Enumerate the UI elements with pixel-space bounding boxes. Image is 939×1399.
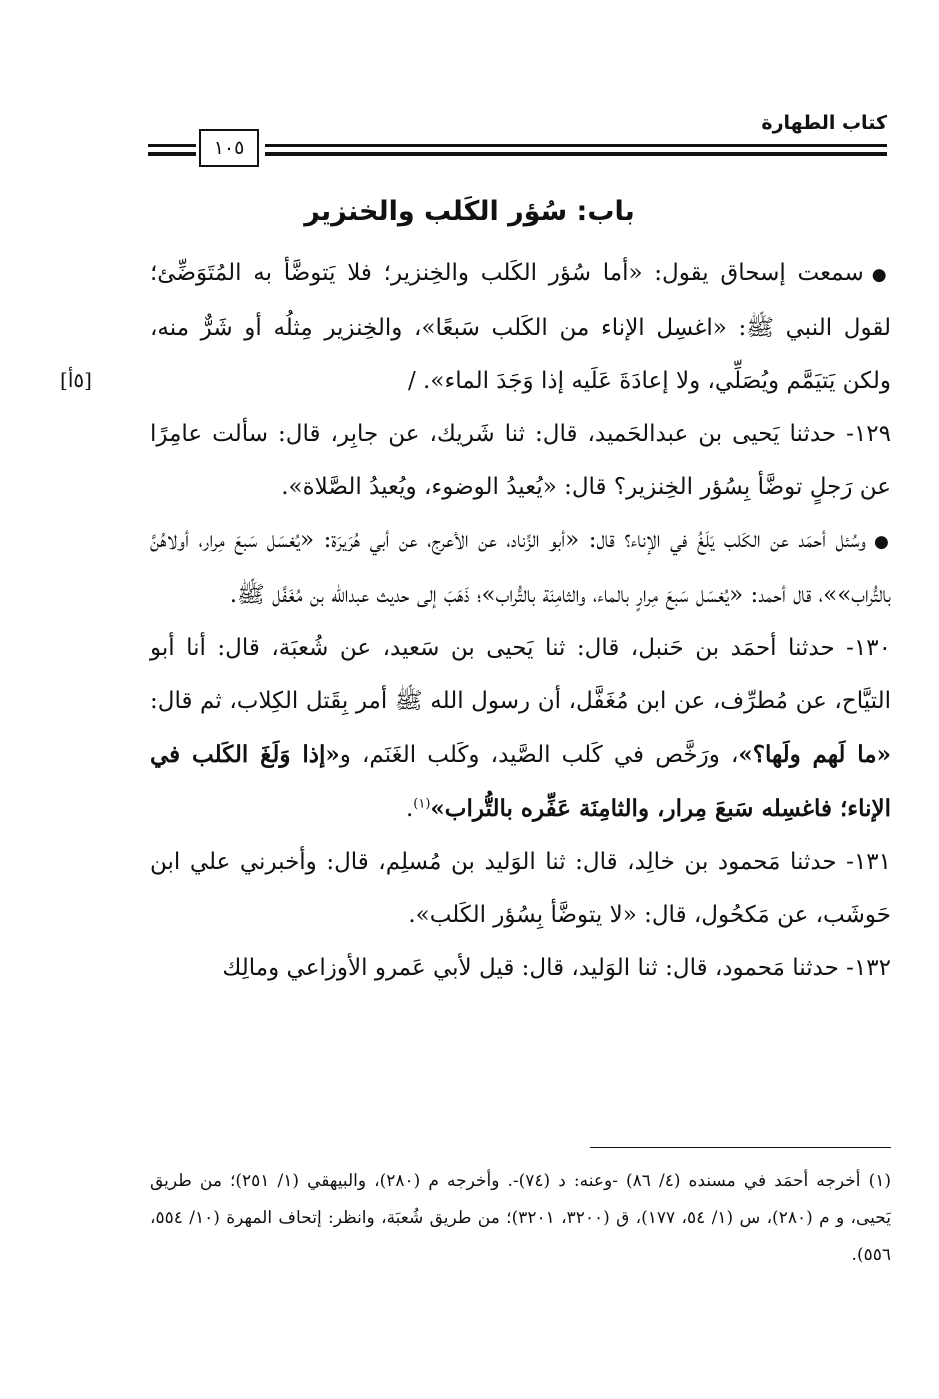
paragraph-ishaq — [150, 247, 891, 408]
paragraph-text: ، ورَخَّص في كَلب الصَّيد، وكَلب الغَنَم، و — [339, 742, 739, 768]
footnote-reference[interactable]: (١) — [413, 796, 431, 812]
hadith-quote: «إذا وَلَغَ الكَلب في الإناء؛ فاغسِله سَبعَ مِرار، والثامِنَة عَفِّره بالتُّراب» — [150, 741, 891, 822]
paragraph-text: ١٣٠- حدثنا أحمَد بن حَنبل، قال: ثنا يَحيى بن سَعيد، عن شُعبَة، قال: أنا أبو التيَّاح، عن مُطرِّف، عن ابن مُغَفَّل، أن رسول الله ﷺ أمر بِقَتل الكِلاب، ثم قال: — [150, 635, 891, 714]
header-rule — [265, 152, 887, 156]
body-text — [150, 247, 891, 995]
page-number: ١٠٥ — [199, 129, 259, 167]
hadith-130 — [150, 622, 891, 836]
paragraph-text: ١٢٩- حدثنا يَحيى بن عبدالحَميد، قال: ثنا شَريك، عن جابِر، قال: سألت عامِرًا عن رَجلٍ توضَّأ بِسُؤر الخِنزير؟ قال: «يُعيدُ الوضوء، ويُعيدُ الصَّلاة». — [150, 421, 891, 500]
footnote-1: (١) أخرجه أحمَد في مسنده (٤/ ٨٦) -وعنه: د (٧٤)-. وأخرجه م (٢٨٠)، والبيهقي (١/ ٢٥١)؛ من طريق يَحيى، و م (٢٨٠)، س (١/ ٥٤، ١٧٧)، ق (٣٢٠٠، ٣٢٠١)؛ من طريق شُعبَة، وانظر: إتحاف المهرة (١٠/ ٥٥٤، ٥٥٦). — [150, 1171, 891, 1265]
paragraph-text: سمعت إسحاق يقول: «أما سُؤر الكَلب والخِنزير؛ فلا يَتوضَّأ به المُتَوَضِّئ؛ لقول النبي ﷺ: «اغسِل الإناء من الكَلب سَبعًا»، والخِنزير مِثلُه أو شَرٌّ منه، ولكن يَتيَمَّم ويُصَلِّي، ولا إعادَةَ عَلَيه إذا وَجَدَ الماء». / — [150, 260, 891, 394]
header-rule — [148, 144, 196, 147]
paragraph-text: وسُئل أحمَد عن الكَلب يَلَغُ في الإناء؟ قال: «أبو الزِّناد، عن الأعرج، عن أبي هُرَيرَة: «يُغسَل سَبعَ مِرار، أولاهُنَّ بالتُّراب»»، قال أحمد: «يُغسَل سَبعَ مِرارٍ بالماء، والثامِنَة بالتُّراب»؛ ذَهَبَ إلى حديث عبدالله بن مُغَفَّل ﷺ. — [150, 527, 891, 608]
hadith-132 — [150, 942, 891, 995]
hadith-quote: «ما لَهم ولَها؟» — [738, 741, 891, 768]
running-title: كتاب الطهارة — [761, 112, 887, 134]
hadith-129 — [150, 408, 891, 514]
paragraph-ahmad — [150, 514, 891, 622]
bullet-icon: ● — [871, 265, 891, 285]
header-rule — [148, 152, 196, 156]
footnotes — [150, 1163, 891, 1274]
paragraph-text: . — [405, 796, 414, 822]
paragraph-text: ١٣٢- حدثنا مَحمود، قال: ثنا الوَليد، قال: قيل لأبي عَمرو الأوزاعي ومالِك — [222, 955, 891, 981]
chapter-heading: باب: سُؤر الكَلب والخنزير — [304, 196, 635, 227]
footnote-separator — [590, 1147, 891, 1148]
header-rule — [265, 144, 887, 147]
bullet-icon: ● — [873, 532, 891, 552]
manuscript-folio-note: [٥أ] — [60, 368, 92, 392]
hadith-131 — [150, 836, 891, 942]
paragraph-text: ١٣١- حدثنا مَحمود بن خالِد، قال: ثنا الوَليد بن مُسلِم، قال: وأخبرني علي ابن حَوشَب، عن مَكحُول، قال: «لا يتوضَّأ بِسُؤر الكَلب». — [150, 849, 891, 928]
